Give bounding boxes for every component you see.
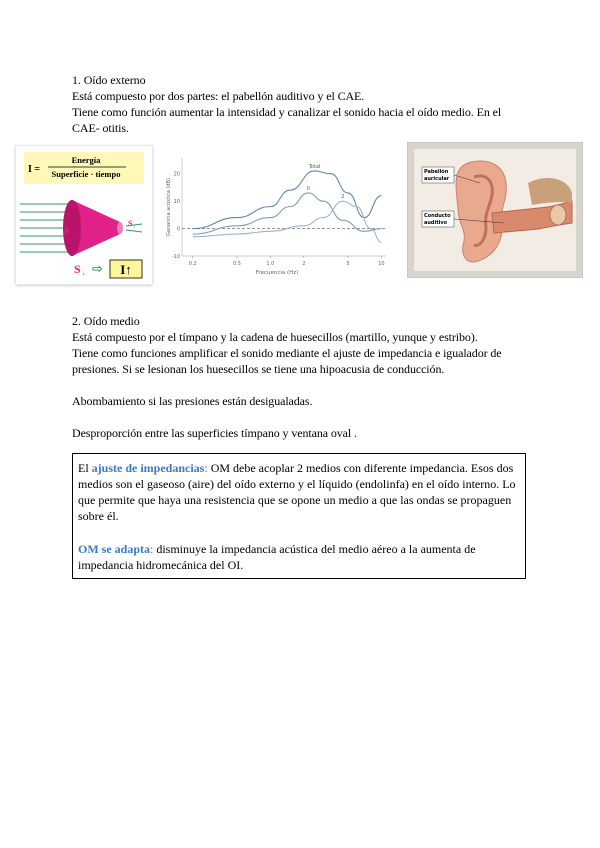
tympanic-membrane bbox=[550, 205, 566, 225]
label-pinna-line1: Pabellón bbox=[424, 169, 449, 175]
series-label-1: Total bbox=[308, 163, 321, 170]
funnel-small-opening bbox=[117, 222, 123, 234]
label-canal-line2: auditivo bbox=[424, 220, 448, 226]
series-line-1 bbox=[193, 171, 382, 229]
box-highlight-ajuste: ajuste de impedancias bbox=[91, 461, 205, 475]
box-p2-colon: : bbox=[150, 542, 154, 556]
y-tick-label: 0 bbox=[176, 226, 180, 233]
box-p1-colon: : bbox=[204, 461, 208, 475]
formula-numerator: Energía bbox=[71, 155, 101, 165]
box-p2-line2: impedancia hidromecánica del OI. bbox=[78, 558, 244, 572]
bottom-s-sub: ↓ bbox=[82, 269, 86, 277]
section2-line3: Abombamiento si las presiones están desigualadas. bbox=[72, 394, 313, 408]
box-highlight-om: OM se adapta bbox=[78, 542, 150, 556]
impedance-info-box bbox=[72, 453, 526, 579]
acoustic-gain-chart bbox=[164, 150, 394, 280]
y-tick-label: -10 bbox=[171, 254, 180, 260]
section1-title: 1. Oído externo bbox=[72, 73, 146, 87]
label-s-large: S bbox=[64, 226, 70, 236]
x-tick-label: 1.0 bbox=[266, 261, 275, 267]
section2-line2a: Tiene como funciones amplificar el sonido mediante el ajuste de impedancia e igualador de bbox=[72, 346, 502, 360]
x-axis-title: Frecuencia (Hz) bbox=[255, 270, 299, 276]
label-s-small-sub: ↓ bbox=[133, 225, 136, 230]
ear-anatomy-image bbox=[408, 143, 582, 277]
section2-line1: Está compuesto por el tímpano y la cadena de huesecillos (martillo, yunque y estribo). bbox=[72, 330, 478, 344]
series-label-3: 2 bbox=[341, 194, 345, 201]
intensity-up-label: I↑ bbox=[120, 262, 132, 277]
label-pinna-line2: auricular bbox=[424, 176, 450, 182]
section1-line2a: Tiene como función aumentar la intensidad y canalizar el sonido hacia el oído medio. En el bbox=[72, 105, 502, 119]
formula-denominator: Superficie · tiempo bbox=[51, 169, 121, 179]
x-tick-label: 5 bbox=[346, 261, 350, 267]
label-canal-line1: Conducto bbox=[424, 213, 451, 219]
box-p1-text1: OM debe acoplar 2 medios con diferente impedancia. Esos dos bbox=[207, 461, 514, 475]
section2-title: 2. Oído medio bbox=[72, 314, 140, 328]
y-axis-title: Ganancia acústica (dB) bbox=[166, 178, 172, 236]
box-p1-line2: medios son el gaseoso (aire) del oído externo y el líquido (endolinfa) en el oído interno. Lo bbox=[78, 477, 516, 491]
series-line-2 bbox=[193, 193, 382, 234]
y-tick-label: 20 bbox=[173, 171, 180, 178]
box-p2-line1 bbox=[78, 541, 526, 558]
intensity-diagram bbox=[16, 146, 152, 284]
x-tick-label: 0.2 bbox=[188, 261, 197, 267]
section1-line1: Está compuesto por dos partes: el pabellón auditivo y el CAE. bbox=[72, 89, 365, 103]
right-arrow-icon: ⇨ bbox=[92, 262, 103, 277]
box-p1-line1 bbox=[78, 460, 526, 477]
formula-lhs: I = bbox=[28, 164, 41, 175]
x-tick-label: 2 bbox=[302, 261, 306, 267]
x-tick-label: 0.5 bbox=[232, 261, 241, 267]
bottom-s-label: S bbox=[74, 262, 81, 276]
section1-line2b: CAE- otitis. bbox=[72, 121, 129, 135]
box-p2-text1: disminuye la impedancia acústica del medio aéreo a la aumenta de bbox=[153, 542, 476, 556]
section2-line2b: presiones. Si se lesionan los huesecillos se tiene una hipoacusia de conducción. bbox=[72, 362, 445, 376]
x-tick-label: 10 bbox=[378, 261, 385, 267]
label-s-large-sub: ↑ bbox=[71, 232, 74, 238]
series-label-2: II bbox=[306, 185, 310, 192]
box-p1-line4: sobre él. bbox=[78, 509, 119, 523]
y-tick-label: 10 bbox=[173, 199, 180, 206]
box-p1-line3: que permite que haya una resistencia que se opone un medio a que las ondas se propaguen bbox=[78, 493, 512, 507]
box-p1-prefix: El bbox=[78, 461, 92, 475]
label-s-small: S bbox=[128, 219, 133, 228]
section2-line4: Desproporción entre las superficies tímpano y ventana oval . bbox=[72, 426, 357, 440]
